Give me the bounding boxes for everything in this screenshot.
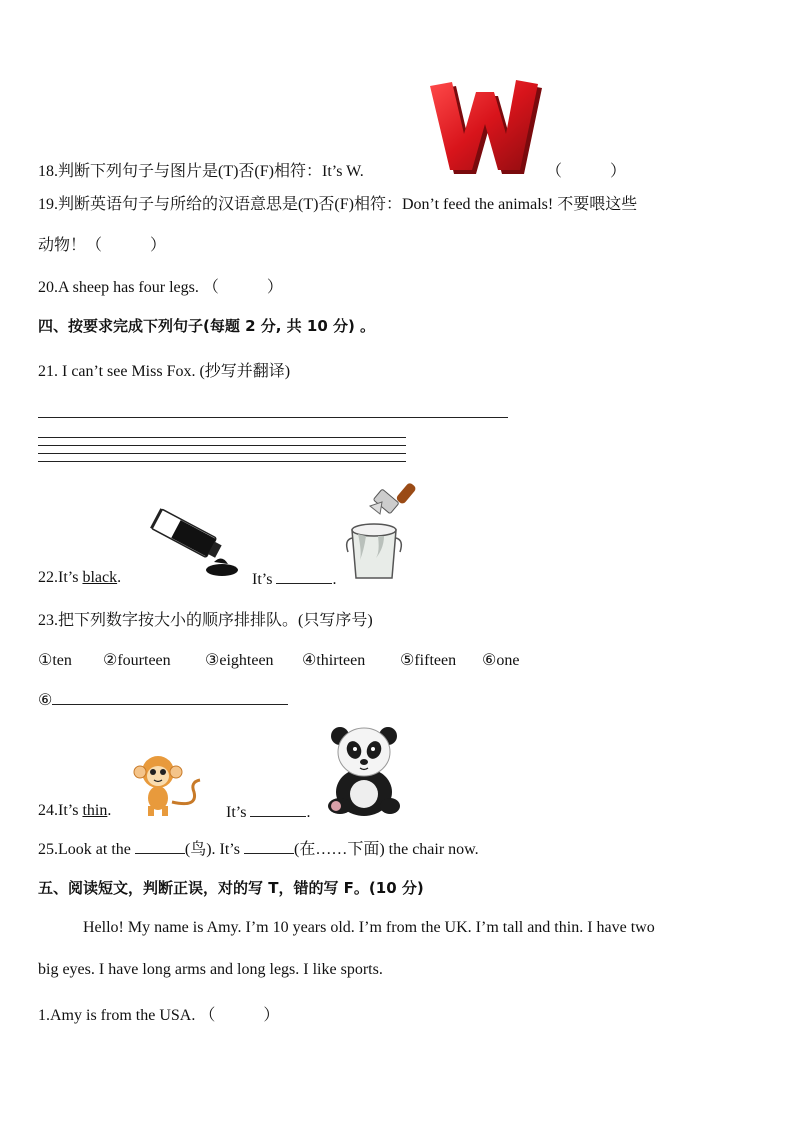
question-22-word: black [82, 569, 118, 586]
answer-blank[interactable] [276, 569, 332, 584]
answer-start: ⑥ [38, 692, 53, 709]
question-25-part-1: 25.Look at the [38, 841, 135, 858]
question-18-answer[interactable]: （ ） [546, 163, 627, 180]
question-24-second-suffix: . [306, 804, 311, 821]
question-24 [38, 802, 111, 820]
question-25 [38, 836, 479, 859]
question-25-part-3: (在……下面) the chair now. [293, 841, 479, 858]
question-22-answer [252, 569, 336, 589]
question-22 [38, 569, 121, 587]
question-25-part-2: (鸟). It’s [184, 841, 244, 858]
question-19-line-2[interactable]: 动物！（ ） [38, 237, 167, 254]
monkey-image [128, 752, 208, 818]
question-20[interactable]: 20.A sheep has four legs. （ ） [38, 279, 283, 296]
question-21: 21. I can’t see Miss Fox. (抄写并翻译) [38, 363, 291, 380]
option-6: ⑥one [482, 652, 520, 669]
question-18 [38, 158, 364, 181]
question-22-second-suffix: . [332, 571, 337, 588]
writing-line[interactable] [38, 453, 406, 454]
reading-question-1[interactable]: 1.Amy is from the USA. （ ） [38, 1007, 280, 1024]
question-18-text: 18.判断下列句子与图片是(T)否(F)相符：It’s W. [38, 163, 364, 180]
section-5-heading: 五、阅读短文，判断正误，对的写 T，错的写 F。(10 分) [38, 879, 424, 897]
paint-bucket-brush-image [346, 480, 428, 584]
writing-line[interactable] [38, 461, 406, 462]
writing-line[interactable] [38, 445, 406, 446]
option-4: ④thirteen [302, 652, 366, 669]
option-1: ①ten [38, 652, 72, 669]
panda-image [322, 722, 404, 818]
question-22-second-prefix: It’s [252, 571, 277, 588]
black-paint-tube-image [146, 510, 242, 580]
answer-blank[interactable] [52, 690, 288, 705]
question-22-prefix: 22.It’s [38, 569, 83, 586]
section-4-heading: 四、按要求完成下列句子(每题 2 分, 共 10 分) 。 [38, 317, 376, 335]
letter-w-image [428, 76, 540, 176]
question-24-prefix: 24.It’s [38, 802, 83, 819]
question-24-word: thin [82, 802, 108, 819]
answer-line[interactable] [38, 417, 508, 418]
option-3: ③eighteen [205, 652, 274, 669]
answer-blank[interactable] [135, 839, 185, 854]
answer-blank[interactable] [244, 839, 294, 854]
question-24-suffix: . [107, 802, 112, 819]
question-19-line-1: 19.判断英语句子与所给的汉语意思是(T)否(F)相符：Don’t feed the animals! 不要喂这些 [38, 196, 638, 213]
option-5: ⑤fifteen [400, 652, 457, 669]
question-22-suffix: . [117, 569, 122, 586]
passage-line-2: big eyes. I have long arms and long legs. I like sports. [38, 961, 383, 978]
answer-blank[interactable] [250, 802, 306, 817]
writing-line[interactable] [38, 437, 406, 438]
question-24-answer [226, 802, 310, 822]
letter-w-label: W [484, 136, 485, 137]
question-23: 23.把下列数字按大小的顺序排排队。(只写序号) [38, 612, 373, 629]
option-2: ②fourteen [103, 652, 171, 669]
question-24-second-prefix: It’s [226, 804, 251, 821]
question-23-answer [38, 690, 288, 710]
passage-line-1: Hello! My name is Amy. I’m 10 years old. I’m from the UK. I’m tall and thin. I have two [83, 919, 655, 936]
